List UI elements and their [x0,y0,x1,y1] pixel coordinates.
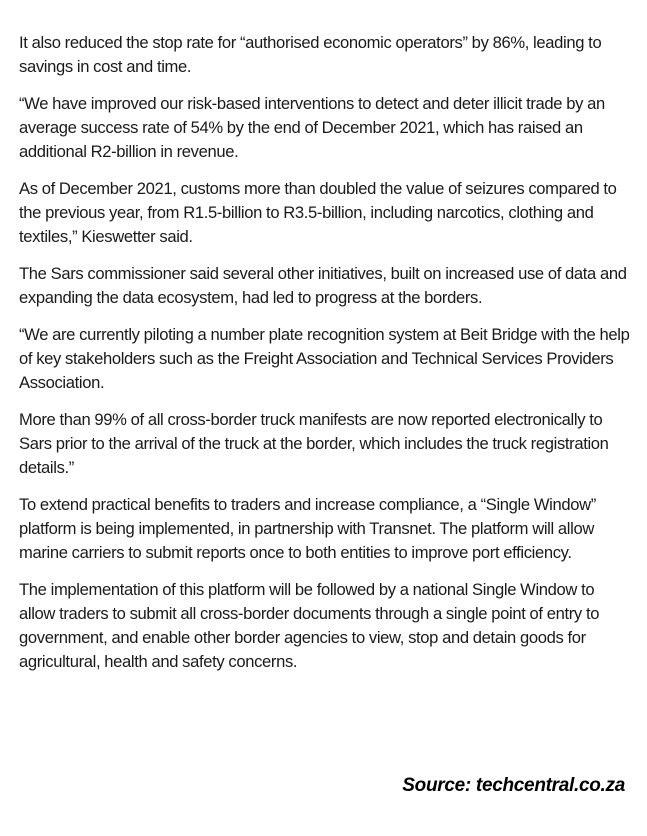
paragraph-commissioner-initiatives: The Sars commissioner said several other initiatives, built on increased use of data and expanding the data ecosystem, had led to progress at the borders. [19,263,627,307]
paragraph-seizures: As of December 2021, customs more than doubled the value of seizures compared to the previous year, from R1.5-billion to R3.5-billion, including narcotics, clothing and textiles,” Kieswetter said. [19,178,617,247]
paragraph-single-window: To extend practical benefits to traders and increase compliance, a “Single Window” platform is being implemented, in partnership with Transnet. The platform will allow marine carriers to submit reports once to both entities to improve port efficiency. [19,494,596,562]
source-attribution: Source: techcentral.co.za [402,775,625,796]
article-body [19,31,631,687]
paragraph-risk-interventions: “We have improved our risk-based interventions to detect and deter illicit trade by an average success rate of 54% by the end of December 2021, which has raised an additional R2-billion in revenue. [19,93,605,162]
paragraph-stop-rate: It also reduced the stop rate for “authorised economic operators” by 86%, leading to savings in cost and time. [19,33,602,77]
paragraph-plate-recognition: “We are currently piloting a number plate recognition system at Beit Bridge with the help of key stakeholders such as the Freight Association and Technical Services Providers Association. [19,324,630,392]
paragraph-truck-manifests: More than 99% of all cross-border truck manifests are now reported electronically to Sars prior to the arrival of the truck at the border, which includes the truck registration details.” [19,409,609,477]
paragraph-national-single-window: The implementation of this platform will be followed by a national Single Window to allow traders to submit all cross-border documents through a single point of entry to government, and enable other border agencies to view, stop and detain goods for agricultural, health and safety concerns. [19,579,600,672]
